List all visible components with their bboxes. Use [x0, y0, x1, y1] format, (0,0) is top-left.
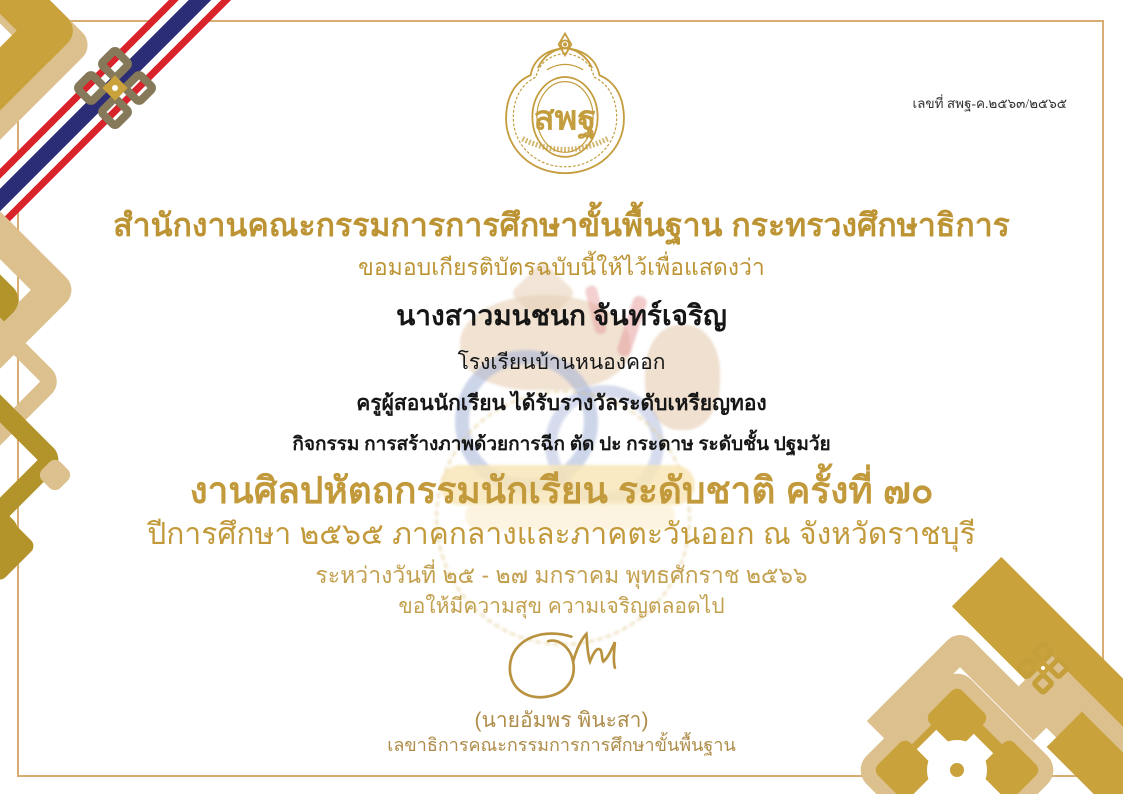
signature	[486, 626, 646, 706]
recipient-name: นางสาวมนชนก จันทร์เจริญ	[396, 301, 727, 332]
issuer-line: สำนักงานคณะกรรมการการศึกษาขั้นพื้นฐาน กระทรวงศึกษาธิการ	[113, 207, 1010, 243]
ornament-center-dot	[950, 763, 964, 777]
signer-name: (นายอัมพร พินะสา)	[474, 709, 649, 732]
event-dates: ระหว่างวันที่ ๒๕ - ๒๗ มกราคม พุทธศักราช ๒๕๖๖	[315, 562, 808, 588]
blessing-line: ขอให้มีความสุข ความเจริญตลอดไป	[398, 595, 725, 618]
signer-title: เลขาธิการคณะกรรมการการศึกษาขั้นพื้นฐาน	[387, 735, 736, 755]
event-subtitle: ปีการศึกษา ๒๕๖๕ ภาคกลางและภาคตะวันออก ณ จังหวัดราชบุรี	[147, 518, 976, 551]
grant-line: ขอมอบเกียรติบัตรฉบับนี้ให้ไว้เพื่อแสดงว่า	[358, 254, 765, 280]
award-line: ครูผู้สอนนักเรียน ได้รับรางวัลระดับเหรียญทอง	[356, 391, 767, 415]
obec-logo	[497, 26, 633, 188]
certificate-number: เลขที่ สพฐ-ค.๒๕๖๓/๒๕๖๕	[912, 96, 1067, 111]
obec-monogram: สพฐ	[533, 99, 597, 138]
school-line: โรงเรียนบ้านหนองคอก	[457, 350, 666, 374]
event-title: งานศิลปหัตถกรรมนักเรียน ระดับชาติ ครั้งที่ ๗๐	[189, 470, 934, 511]
activity-line: กิจกรรม การสร้างภาพด้วยการฉีก ตัด ปะ กระดาษ ระดับชั้น ปฐมวัย	[292, 434, 831, 455]
